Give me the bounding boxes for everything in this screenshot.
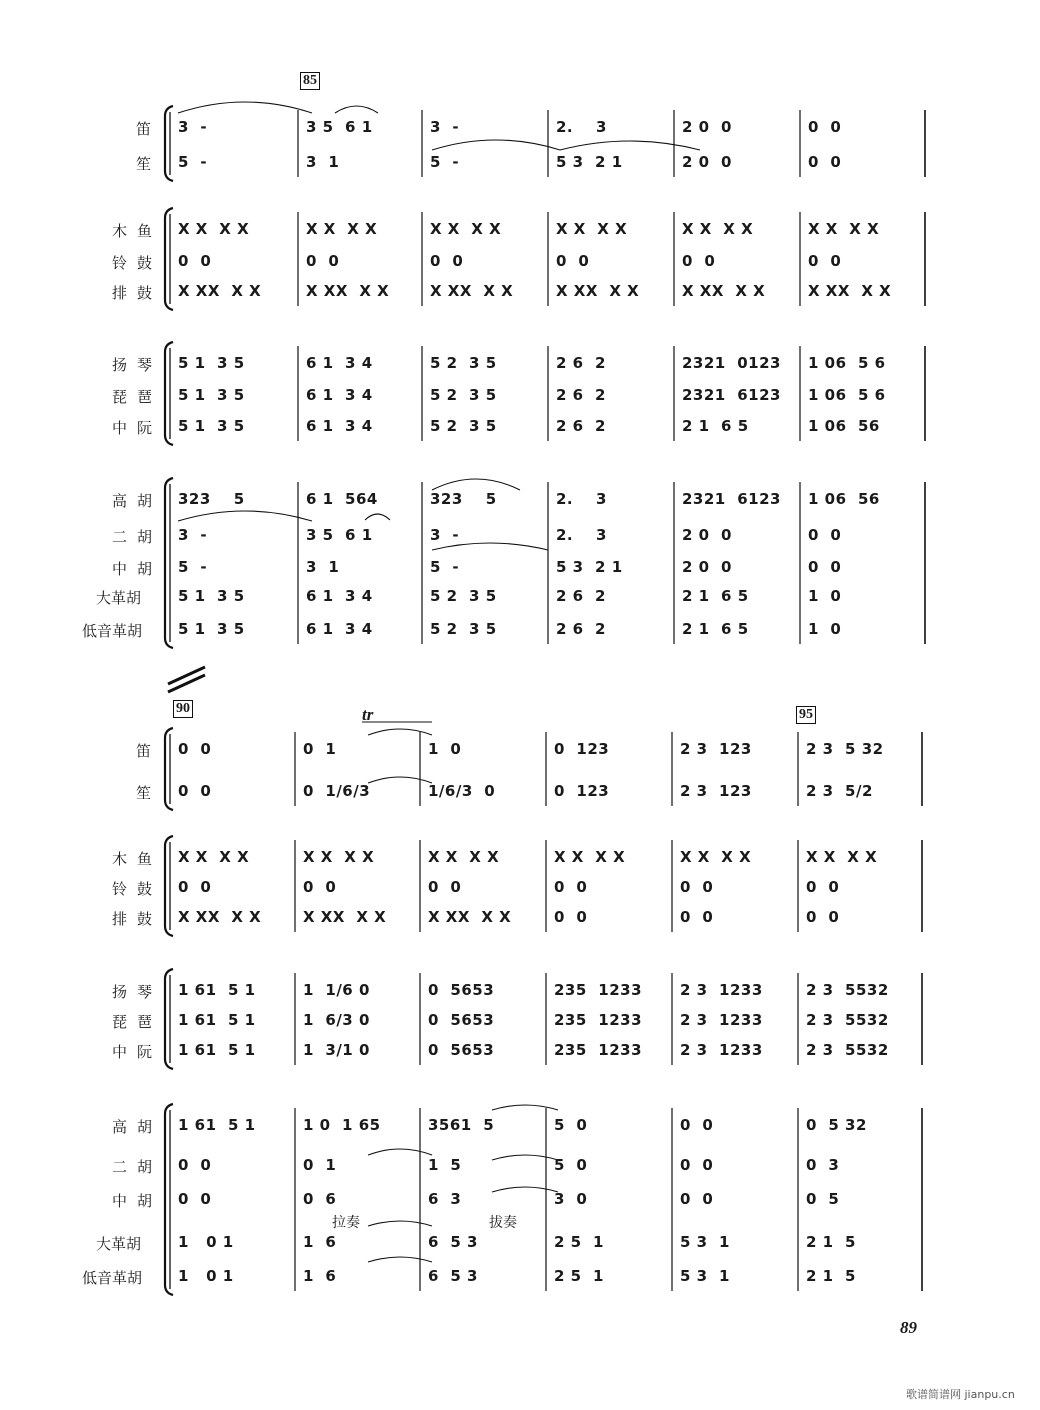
label-zhonghu-s1: 中 胡 xyxy=(112,560,152,578)
measure-dagehu-s2-m1: 1 0 1 xyxy=(178,1233,234,1251)
measure-muyu-s1-m3: X X X X xyxy=(430,220,502,238)
measure-sheng-s1-m4: 5 3 2 1 xyxy=(556,153,623,171)
label-linggu-s1: 铃 鼓 xyxy=(112,254,152,272)
measure-erhu-s1-m5: 2 0 0 xyxy=(682,526,732,544)
slur xyxy=(492,1105,558,1110)
label-erhu-s1: 二 胡 xyxy=(112,528,152,546)
measure-dagehu-s1-m6: 1 0 xyxy=(808,587,842,605)
label-gaohu-s1: 高 胡 xyxy=(112,492,152,510)
measure-zhongruan-s1-m4: 2 6 2 xyxy=(556,417,606,435)
label-diyingehu-s2: 低音革胡 xyxy=(82,1269,143,1287)
slur xyxy=(368,777,432,783)
measure-linggu-s1-m1: 0 0 xyxy=(178,252,212,270)
measure-gaohu-s1-m3: 323 5 xyxy=(430,490,497,508)
measure-paigu-s1-m4: X XX X X xyxy=(556,282,640,300)
measure-linggu-s2-m4: 0 0 xyxy=(554,878,588,896)
measure-muyu-s2-m5: X X X X xyxy=(680,848,752,866)
measure-sheng-s1-m2: 3 1 xyxy=(306,153,340,171)
measure-gaohu-s1-m2: 6 1 564 xyxy=(306,490,378,508)
measure-erhu-s2-m6: 0 3 xyxy=(806,1156,840,1174)
group-bracket xyxy=(165,342,173,445)
measure-zhonghu-s2-m2: 0 6 xyxy=(303,1190,337,1208)
label-muyu-s1: 木 鱼 xyxy=(112,222,152,240)
measure-linggu-s2-m5: 0 0 xyxy=(680,878,714,896)
slur xyxy=(368,729,432,735)
measure-yangqin-s2-m1: 1 61 5 1 xyxy=(178,981,256,999)
measure-di-s2-m6: 2 3 5 32 xyxy=(806,740,884,758)
measure-muyu-s1-m1: X X X X xyxy=(178,220,250,238)
label-zhongruan-s1: 中 阮 xyxy=(112,419,152,437)
measure-pipa-s1-m5: 2321 6123 xyxy=(682,386,781,404)
slur xyxy=(492,1155,558,1160)
measure-sheng-s2-m4: 0 123 xyxy=(554,782,610,800)
measure-muyu-s1-m6: X X X X xyxy=(808,220,880,238)
label-sheng-s2: 笙 xyxy=(136,784,152,802)
measure-diyingehu-s1-m4: 2 6 2 xyxy=(556,620,606,638)
measure-dagehu-s1-m3: 5 2 3 5 xyxy=(430,587,497,605)
measure-di-s2-m5: 2 3 123 xyxy=(680,740,752,758)
label-yangqin-s1: 扬 琴 xyxy=(112,356,152,374)
page-number: 89 xyxy=(900,1318,917,1337)
measure-sheng-s2-m5: 2 3 123 xyxy=(680,782,752,800)
measure-linggu-s1-m3: 0 0 xyxy=(430,252,464,270)
measure-di-s2-m3: 1 0 xyxy=(428,740,462,758)
measure-pipa-s1-m1: 5 1 3 5 xyxy=(178,386,245,404)
group-bracket xyxy=(165,1104,173,1295)
measure-zhonghu-s2-m5: 0 0 xyxy=(680,1190,714,1208)
measure-linggu-s2-m2: 0 0 xyxy=(303,878,337,896)
measure-di-s1-m5: 2 0 0 xyxy=(682,118,732,136)
pizzicato-annotation: 拔奏 xyxy=(489,1215,517,1231)
measure-di-s1-m3: 3 - xyxy=(430,118,460,136)
label-erhu-s2: 二 胡 xyxy=(112,1158,152,1176)
measure-gaohu-s1-m5: 2321 6123 xyxy=(682,490,781,508)
system-separator xyxy=(168,667,205,684)
measure-linggu-s1-m2: 0 0 xyxy=(306,252,340,270)
slur xyxy=(368,1149,432,1155)
measure-dagehu-s1-m1: 5 1 3 5 xyxy=(178,587,245,605)
measure-zhongruan-s1-m5: 2 1 6 5 xyxy=(682,417,749,435)
measure-erhu-s1-m4: 2. 3 xyxy=(556,526,607,544)
measure-paigu-s2-m4: 0 0 xyxy=(554,908,588,926)
measure-muyu-s2-m3: X X X X xyxy=(428,848,500,866)
label-zhongruan-s2: 中 阮 xyxy=(112,1043,152,1061)
label-paigu-s1: 排 鼓 xyxy=(112,284,152,302)
measure-diyingehu-s1-m5: 2 1 6 5 xyxy=(682,620,749,638)
measure-diyingehu-s2-m4: 2 5 1 xyxy=(554,1267,604,1285)
measure-pipa-s1-m3: 5 2 3 5 xyxy=(430,386,497,404)
slur xyxy=(368,1221,432,1226)
measure-erhu-s2-m3: 1 5 xyxy=(428,1156,462,1174)
measure-pipa-s2-m4: 235 1233 xyxy=(554,1011,643,1029)
measure-yangqin-s1-m5: 2321 0123 xyxy=(682,354,781,372)
measure-dagehu-s1-m4: 2 6 2 xyxy=(556,587,606,605)
group-bracket xyxy=(165,728,173,810)
measure-dagehu-s2-m5: 5 3 1 xyxy=(680,1233,730,1251)
trill-mark: tr xyxy=(362,705,374,724)
slur xyxy=(432,479,520,490)
watermark: 歌谱简谱网 jianpu.cn xyxy=(906,1388,1015,1401)
rehearsal-mark-95: 95 xyxy=(796,706,816,724)
measure-zhonghu-s2-m3: 6 3 xyxy=(428,1190,462,1208)
slur xyxy=(365,514,390,520)
measure-zhongruan-s2-m1: 1 61 5 1 xyxy=(178,1041,256,1059)
measure-zhonghu-s2-m4: 3 0 xyxy=(554,1190,588,1208)
measure-linggu-s1-m4: 0 0 xyxy=(556,252,590,270)
measure-dagehu-s2-m6: 2 1 5 xyxy=(806,1233,856,1251)
measure-zhonghu-s1-m6: 0 0 xyxy=(808,558,842,576)
measure-pipa-s1-m6: 1 06 5 6 xyxy=(808,386,886,404)
measure-muyu-s2-m6: X X X X xyxy=(806,848,878,866)
measure-gaohu-s2-m1: 1 61 5 1 xyxy=(178,1116,256,1134)
label-dagehu-s1: 大革胡 xyxy=(96,589,142,607)
measure-gaohu-s2-m4: 5 0 xyxy=(554,1116,588,1134)
measure-zhongruan-s2-m2: 1 3/1 0 xyxy=(303,1041,370,1059)
label-di-s1: 笛 xyxy=(136,120,152,138)
measure-di-s2-m1: 0 0 xyxy=(178,740,212,758)
measure-paigu-s1-m2: X XX X X xyxy=(306,282,390,300)
measure-dagehu-s2-m4: 2 5 1 xyxy=(554,1233,604,1251)
measure-muyu-s1-m5: X X X X xyxy=(682,220,754,238)
label-di-s2: 笛 xyxy=(136,742,152,760)
measure-zhongruan-s1-m1: 5 1 3 5 xyxy=(178,417,245,435)
measure-sheng-s2-m2: 0 1/6/3 xyxy=(303,782,371,800)
measure-zhongruan-s2-m6: 2 3 5532 xyxy=(806,1041,889,1059)
measure-muyu-s1-m4: X X X X xyxy=(556,220,628,238)
measure-yangqin-s1-m6: 1 06 5 6 xyxy=(808,354,886,372)
measure-yangqin-s2-m5: 2 3 1233 xyxy=(680,981,763,999)
measure-zhongruan-s1-m2: 6 1 3 4 xyxy=(306,417,373,435)
measure-muyu-s2-m1: X X X X xyxy=(178,848,250,866)
measure-sheng-s2-m3: 1/6/3 0 xyxy=(428,782,496,800)
measure-paigu-s2-m5: 0 0 xyxy=(680,908,714,926)
measure-diyingehu-s2-m6: 2 1 5 xyxy=(806,1267,856,1285)
measure-zhonghu-s2-m1: 0 0 xyxy=(178,1190,212,1208)
measure-pipa-s2-m3: 0 5653 xyxy=(428,1011,495,1029)
measure-zhongruan-s2-m4: 235 1233 xyxy=(554,1041,643,1059)
measure-diyingehu-s1-m6: 1 0 xyxy=(808,620,842,638)
measure-diyingehu-s1-m3: 5 2 3 5 xyxy=(430,620,497,638)
measure-gaohu-s2-m2: 1 0 1 65 xyxy=(303,1116,381,1134)
measure-gaohu-s1-m4: 2. 3 xyxy=(556,490,607,508)
label-muyu-s2: 木 鱼 xyxy=(112,850,152,868)
measure-muyu-s2-m4: X X X X xyxy=(554,848,626,866)
group-bracket xyxy=(165,969,173,1069)
measure-di-s2-m4: 0 123 xyxy=(554,740,610,758)
measure-erhu-s1-m3: 3 - xyxy=(430,526,460,544)
measure-muyu-s1-m2: X X X X xyxy=(306,220,378,238)
measure-yangqin-s2-m4: 235 1233 xyxy=(554,981,643,999)
measure-pipa-s2-m5: 2 3 1233 xyxy=(680,1011,763,1029)
measure-erhu-s2-m4: 5 0 xyxy=(554,1156,588,1174)
measure-pipa-s1-m2: 6 1 3 4 xyxy=(306,386,373,404)
measure-erhu-s1-m6: 0 0 xyxy=(808,526,842,544)
measure-diyingehu-s1-m2: 6 1 3 4 xyxy=(306,620,373,638)
measure-sheng-s1-m6: 0 0 xyxy=(808,153,842,171)
measure-sheng-s2-m1: 0 0 xyxy=(178,782,212,800)
measure-sheng-s1-m5: 2 0 0 xyxy=(682,153,732,171)
measure-diyingehu-s2-m1: 1 0 1 xyxy=(178,1267,234,1285)
measure-pipa-s2-m1: 1 61 5 1 xyxy=(178,1011,256,1029)
label-paigu-s2: 排 鼓 xyxy=(112,910,152,928)
measure-diyingehu-s2-m5: 5 3 1 xyxy=(680,1267,730,1285)
measure-zhongruan-s2-m3: 0 5653 xyxy=(428,1041,495,1059)
measure-pipa-s2-m6: 2 3 5532 xyxy=(806,1011,889,1029)
measure-paigu-s2-m1: X XX X X xyxy=(178,908,262,926)
measure-paigu-s1-m1: X XX X X xyxy=(178,282,262,300)
measure-yangqin-s2-m3: 0 5653 xyxy=(428,981,495,999)
label-zhonghu-s2: 中 胡 xyxy=(112,1192,152,1210)
arco-annotation: 拉奏 xyxy=(332,1215,360,1231)
slur xyxy=(432,140,560,150)
slur xyxy=(492,1187,558,1192)
slur xyxy=(178,102,312,113)
measure-zhonghu-s1-m4: 5 3 2 1 xyxy=(556,558,623,576)
measure-paigu-s1-m6: X XX X X xyxy=(808,282,892,300)
measure-muyu-s2-m2: X X X X xyxy=(303,848,375,866)
measure-gaohu-s1-m6: 1 06 56 xyxy=(808,490,880,508)
measure-linggu-s1-m6: 0 0 xyxy=(808,252,842,270)
measure-sheng-s1-m3: 5 - xyxy=(430,153,460,171)
measure-diyingehu-s1-m1: 5 1 3 5 xyxy=(178,620,245,638)
group-bracket xyxy=(165,106,173,181)
measure-yangqin-s2-m2: 1 1/6 0 xyxy=(303,981,370,999)
measure-erhu-s1-m1: 3 - xyxy=(178,526,208,544)
measure-zhonghu-s1-m2: 3 1 xyxy=(306,558,340,576)
rehearsal-mark-90: 90 xyxy=(173,700,193,718)
measure-paigu-s2-m3: X XX X X xyxy=(428,908,512,926)
measure-linggu-s1-m5: 0 0 xyxy=(682,252,716,270)
measure-sheng-s1-m1: 5 - xyxy=(178,153,208,171)
rehearsal-mark-85: 85 xyxy=(300,72,320,90)
measure-zhonghu-s1-m3: 5 - xyxy=(430,558,460,576)
measure-diyingehu-s2-m3: 6 5 3 xyxy=(428,1267,478,1285)
measure-dagehu-s1-m5: 2 1 6 5 xyxy=(682,587,749,605)
label-gaohu-s2: 高 胡 xyxy=(112,1118,152,1136)
label-linggu-s2: 铃 鼓 xyxy=(112,880,152,898)
slur xyxy=(335,106,378,113)
slur xyxy=(368,1257,432,1262)
measure-dagehu-s1-m2: 6 1 3 4 xyxy=(306,587,373,605)
measure-paigu-s2-m6: 0 0 xyxy=(806,908,840,926)
measure-dagehu-s2-m2: 1 6 xyxy=(303,1233,337,1251)
measure-erhu-s2-m2: 0 1 xyxy=(303,1156,337,1174)
measure-yangqin-s1-m1: 5 1 3 5 xyxy=(178,354,245,372)
measure-diyingehu-s2-m2: 1 6 xyxy=(303,1267,337,1285)
group-bracket xyxy=(165,478,173,648)
group-bracket xyxy=(165,836,173,936)
label-dagehu-s2: 大革胡 xyxy=(96,1235,142,1253)
measure-zhongruan-s2-m5: 2 3 1233 xyxy=(680,1041,763,1059)
measure-gaohu-s2-m3: 3561 5 xyxy=(428,1116,495,1134)
measure-paigu-s1-m3: X XX X X xyxy=(430,282,514,300)
slur xyxy=(178,511,312,521)
measure-linggu-s2-m6: 0 0 xyxy=(806,878,840,896)
measure-zhongruan-s1-m6: 1 06 56 xyxy=(808,417,880,435)
measure-erhu-s2-m5: 0 0 xyxy=(680,1156,714,1174)
measure-yangqin-s1-m3: 5 2 3 5 xyxy=(430,354,497,372)
measure-sheng-s2-m6: 2 3 5/2 xyxy=(806,782,873,800)
measure-di-s1-m1: 3 - xyxy=(178,118,208,136)
measure-di-s1-m2: 3 5 6 1 xyxy=(306,118,373,136)
measure-di-s2-m2: 0 1 xyxy=(303,740,337,758)
label-sheng-s1: 笙 xyxy=(136,155,152,173)
measure-zhonghu-s1-m1: 5 - xyxy=(178,558,208,576)
measure-erhu-s2-m1: 0 0 xyxy=(178,1156,212,1174)
label-pipa-s2: 琵 琶 xyxy=(112,1013,152,1031)
measure-dagehu-s2-m3: 6 5 3 xyxy=(428,1233,478,1251)
measure-linggu-s2-m3: 0 0 xyxy=(428,878,462,896)
slur xyxy=(560,141,700,150)
measure-yangqin-s1-m4: 2 6 2 xyxy=(556,354,606,372)
slur xyxy=(432,543,548,550)
measure-zhonghu-s1-m5: 2 0 0 xyxy=(682,558,732,576)
measure-di-s1-m4: 2. 3 xyxy=(556,118,607,136)
measure-erhu-s1-m2: 3 5 6 1 xyxy=(306,526,373,544)
group-bracket xyxy=(165,208,173,310)
label-pipa-s1: 琵 琶 xyxy=(112,388,152,406)
measure-paigu-s1-m5: X XX X X xyxy=(682,282,766,300)
measure-gaohu-s2-m5: 0 0 xyxy=(680,1116,714,1134)
system-separator xyxy=(168,675,205,692)
measure-zhonghu-s2-m6: 0 5 xyxy=(806,1190,840,1208)
measure-pipa-s1-m4: 2 6 2 xyxy=(556,386,606,404)
label-yangqin-s2: 扬 琴 xyxy=(112,983,152,1001)
measure-yangqin-s2-m6: 2 3 5532 xyxy=(806,981,889,999)
measure-gaohu-s2-m6: 0 5 32 xyxy=(806,1116,867,1134)
measure-linggu-s2-m1: 0 0 xyxy=(178,878,212,896)
measure-pipa-s2-m2: 1 6/3 0 xyxy=(303,1011,370,1029)
measure-di-s1-m6: 0 0 xyxy=(808,118,842,136)
measure-zhongruan-s1-m3: 5 2 3 5 xyxy=(430,417,497,435)
measure-yangqin-s1-m2: 6 1 3 4 xyxy=(306,354,373,372)
label-diyingehu-s1: 低音革胡 xyxy=(82,622,143,640)
measure-gaohu-s1-m1: 323 5 xyxy=(178,490,245,508)
measure-paigu-s2-m2: X XX X X xyxy=(303,908,387,926)
